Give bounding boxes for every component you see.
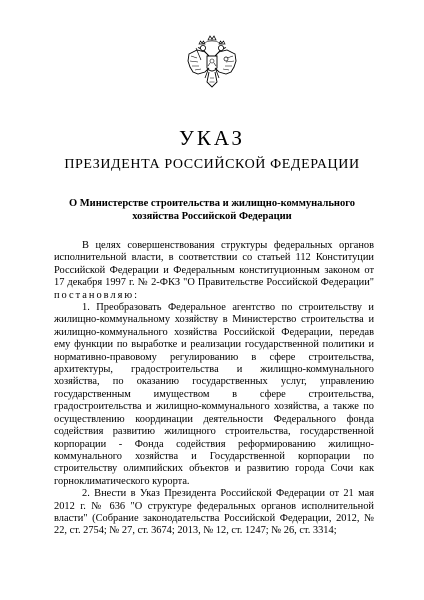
document-subtitle: ПРЕЗИДЕНТА РОССИЙСКОЙ ФЕДЕРАЦИИ [64, 157, 360, 172]
paragraph-1: 1. Преобразовать Федеральное агентство по строительству и жилищно-коммунальному хозяйству в Министерство строительства и жилищно-коммунального хозяйства Российской Федерации, передав ему функции по выработке и реализации государственной политики и нормативно-правовому регулированию в сфере строительства, архитектуры, градостроительства и жилищно-коммунального хозяйства, по оказанию государственных услуг, управлению государственным имуществом в сфере строительства, градостроительства и жилищно-коммунального хозяйства, а также по осуществлению координации деятельности Федерального фонда содействия развитию жилищного строительства, государственной корпорации - Фонда содействия реформированию жилищно-коммунального хозяйства и Государственной корпорации по строительству олимпийских объектов и развитию города Сочи как горноклиматического курорта. [54, 302, 374, 487]
preamble-text: В целях совершенствования структуры федеральных органов исполнительной власти, в соответствии со статьей 112 Конституции Российской Федерации и Федеральным конституционным законом от 17 декабря 1997 г. № 2-ФКЗ "О Правительстве Российской Федерации" [54, 240, 374, 289]
decree-heading: О Министерстве строительства и жилищно-коммунального хозяйства Российской Федерации [68, 198, 355, 222]
paragraph-2: 2. Внести в Указ Президента Российской Федерации от 21 мая 2012 г. № 636 "О структуре федеральных органов исполнительной власти" (Собрание законодательства Российской Федерации, 2012, № 22, ст. 2754; № 27, ст. 3674; 2013, № 12, ст. 1247; № 26, ст. 3314; [54, 488, 374, 537]
preamble-paragraph [54, 240, 374, 302]
preamble-verb: постановляю: [54, 289, 140, 301]
decree-body [54, 240, 374, 538]
russian-coat-of-arms-icon [185, 34, 239, 94]
document-title: УКАЗ [178, 126, 246, 150]
